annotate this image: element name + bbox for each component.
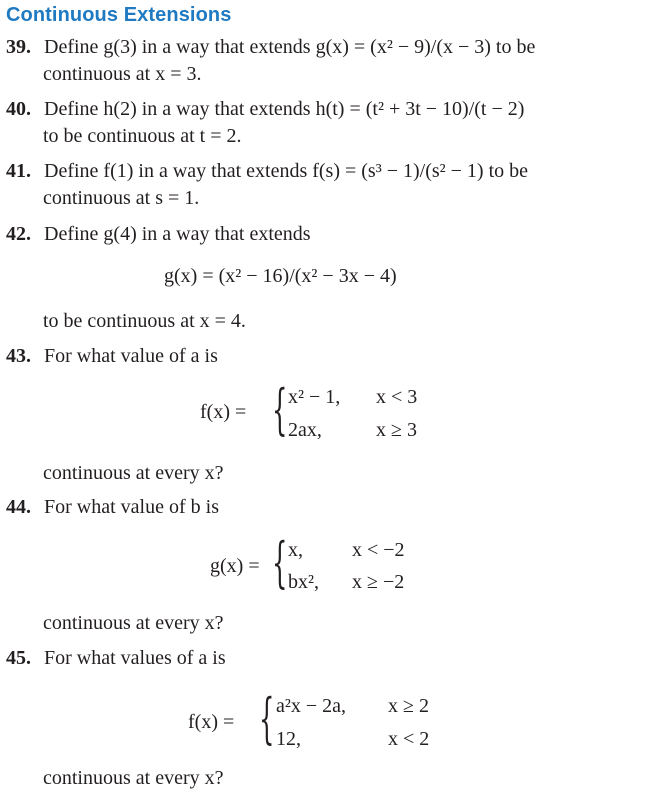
problem-44-case2-expr: bx², [288,571,319,593]
problem-44-number: 44. [6,496,31,518]
problem-39-line1: Define g(3) in a way that extends g(x) = (x² − 9)/(x − 3) to be [44,36,536,58]
section-heading: Continuous Extensions [6,4,232,26]
problem-42-line1: Define g(4) in a way that extends [44,223,311,245]
problem-45-brace: { [259,687,275,750]
problem-44-case1-expr: x, [288,539,303,561]
problem-45-case2-cond: x < 2 [388,728,430,750]
problem-44-case1-cond: x < −2 [352,539,405,561]
problem-44-brace: { [272,531,288,594]
problem-39-line2: continuous at x = 3. [43,63,202,85]
problem-41-line2: continuous at s = 1. [43,187,200,209]
problem-45-case1-cond: x ≥ 2 [388,695,429,717]
problem-43-case1-expr: x² − 1, [288,386,341,408]
problem-40-line2: to be continuous at t = 2. [43,125,242,147]
problem-45-function-name: f(x) = [188,711,235,733]
problem-41-number: 41. [6,160,31,182]
problem-42-line2: to be continuous at x = 4. [43,310,246,332]
problem-41-line1: Define f(1) in a way that extends f(s) = (s³ − 1)/(s² − 1) to be [44,160,529,182]
problem-42-display-equation: g(x) = (x² − 16)/(x² − 3x − 4) [164,265,397,287]
problem-44-line2: continuous at every x? [43,612,224,634]
problem-44-line1: For what value of b is [44,496,219,518]
problem-43-line1: For what value of a is [44,345,218,367]
problem-40-number: 40. [6,98,31,120]
problem-43-line2: continuous at every x? [43,462,224,484]
problem-45-case2-expr: 12, [276,728,301,750]
problem-43-case2-cond: x ≥ 3 [376,419,417,441]
problem-45-line1: For what values of a is [44,647,226,669]
problem-45-line2: continuous at every x? [43,767,224,789]
problem-44-case2-cond: x ≥ −2 [352,571,405,593]
problem-43-brace: { [272,378,288,441]
problem-42-number: 42. [6,223,31,245]
problem-39-number: 39. [6,36,31,58]
problem-43-function-name: f(x) = [200,401,247,423]
problem-43-case2-expr: 2ax, [288,419,322,441]
problem-44-function-name: g(x) = [210,555,260,577]
problem-45-case1-expr: a²x − 2a, [276,695,347,717]
problem-40-line1: Define h(2) in a way that extends h(t) = (t² + 3t − 10)/(t − 2) [44,98,525,120]
problem-43-number: 43. [6,345,31,367]
problem-43-case1-cond: x < 3 [376,386,418,408]
problem-45-number: 45. [6,647,31,669]
